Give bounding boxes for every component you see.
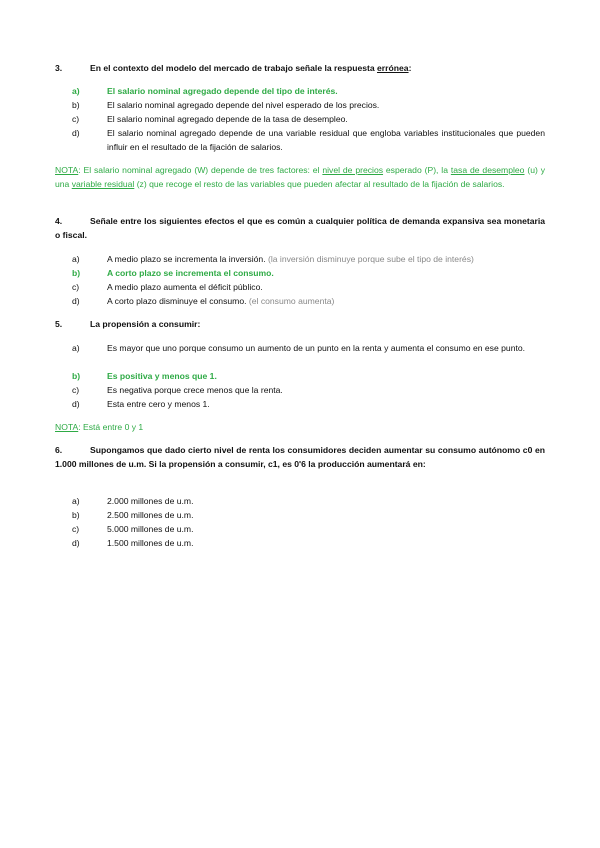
q6-option-b: b) 2.500 millones de u.m. [72,510,194,520]
question-3-title: 3. En el contexto del modelo del mercado de trabajo señale la respuesta errónea: [55,63,412,73]
answer-comment: (la inversión disminuye porque sube el tipo de interés) [267,254,474,264]
q5-option-a: a) Es mayor que uno porque consumo un aumento de un punto en la renta y aumenta el consumo en ese punto. [72,343,526,353]
q3-option-a: a) El salario nominal agregado depende del tipo de interés. [72,86,338,96]
q5-option-b: b) Es positiva y menos que 1. [72,371,217,381]
q3-note: NOTA: El salario nominal agregado (W) depende de tres factores: el nivel de precios esperado (P), la tasa de desempleo (u) y una variable residual (z) que recoge el resto de las variables que pueden afectar al resultado de la fijación de salarios. [55,165,546,189]
question-4-title [55,214,545,242]
answer-comment: (el consumo aumenta) [248,296,335,306]
q6-option-a: a) 2.000 millones de u.m. [72,496,194,506]
note-label: NOTA [55,165,79,175]
question-6-title [55,443,545,471]
question-text: En el contexto del modelo del mercado de trabajo señale la respuesta [90,63,378,73]
question-text: Supongamos que dado cierto nivel de renta los consumidores deciden aumentar su consumo autónomo c0 en 1.000 millones de u.m. Si la propensión a consumir, c1, es 0'6 la producción aumentará en: [55,445,545,469]
question-number: 6. [55,445,63,455]
q5-note: NOTA: Está entre 0 y 1 [55,422,144,432]
q6-option-d: d) 1.500 millones de u.m. [72,538,194,548]
q3-option-c: c) El salario nominal agregado depende de la tasa de desempleo. [72,114,348,124]
q4-option-b: b) A corto plazo se incrementa el consumo. [72,268,274,278]
question-number: 4. [55,216,63,226]
q4-option-c: c) A medio plazo aumenta el déficit público. [72,282,263,292]
q3-option-b: b) El salario nominal agregado depende del nivel esperado de los precios. [72,100,380,110]
note-label: NOTA [55,422,79,432]
q5-option-d: d) Esta entre cero y menos 1. [72,399,210,409]
q3-option-d: d) El salario nominal agregado depende de una variable residual que engloba variables institucionales que pueden influir en el resultado de la fijación de salarios. [72,128,545,152]
q5-option-c: c) Es negativa porque crece menos que la renta. [72,385,283,395]
question-text: La propensión a consumir: [90,319,201,329]
question-number: 3. [55,63,63,73]
q4-option-a: a) A medio plazo se incrementa la inversión. (la inversión disminuye porque sube el tipo de interés) [72,254,474,264]
question-number: 5. [55,319,63,329]
q6-option-c: c) 5.000 millones de u.m. [72,524,194,534]
question-text: Señale entre los siguientes efectos el que es común a cualquier política de demanda expansiva sea monetaria o fiscal. [55,216,545,240]
q4-option-d: d) A corto plazo disminuye el consumo. (el consumo aumenta) [72,296,335,306]
question-5-title [55,317,545,331]
question-keyword: errónea [377,63,409,73]
